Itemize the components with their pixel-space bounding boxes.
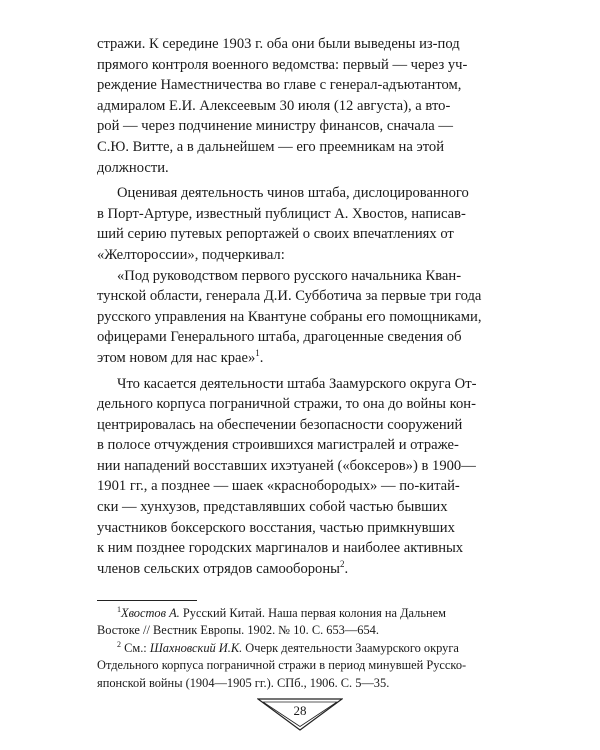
paragraph-1: стражи. К середине 1903 г. оба они были выведены из-под прямого контроля военного ведомства: первый — через уч- реждение Наместничества во главе с генерал-адъютантом, адмиралом Е.И. Алексеевым 30 июля (12 августа), а вто- рой — через подчинение министру финансов, сначала — С.Ю. Витте, а в дальнейшем — его преемникам на этой должности. (97, 36, 468, 176)
footnote-2: $^2$ См.: Шахновский И.К. Очерк деятельности Заамурского округа Отдельного корпуса пограничной стражи в период минувшей Русско- японской войны (1904—1905 гг.). СПб., 1906. С. 5—35. (97, 639, 467, 690)
page-number: 28 (293, 703, 307, 718)
page-number-badge (257, 698, 343, 732)
paragraph-4: Что касается деятельности штаба Заамурского округа От- дельного корпуса пограничной стражи, то она до войны кон- центрировалась на обеспечении безопасности сооружений в полосе отчуждения строившихся магистралей и отраже- нии нападений восставших ихэтуаней («боксеров») в 1900— 1901 гг., а позднее — шаек «краснобородых» — по-китай- ски — хунхузов, представлявших собой частью бывших участников боксерского восстания, частью примкнувших к ним позднее городских маргиналов и наиболее активных членов сельских отрядов самообороны$^2$. (97, 375, 477, 577)
footnote-author: Шахновский И.К. (149, 640, 243, 655)
main-text (97, 34, 500, 579)
footnote-number: 2 (117, 639, 121, 649)
quote-paragraph: «Под руководством первого русского начальника Кван- тунской области, генерала Д.И. Субботича за первые три года русского управления на Квантуне собраны его помощниками, офицерами Генерального штаба, драгоценные сведения об этом новом для нас крае»$^1$. (97, 267, 482, 366)
footnote-ref-2: 2 (339, 558, 345, 569)
end-period: . (259, 349, 264, 366)
footnotes (97, 605, 500, 692)
footnote-separator (97, 600, 197, 601)
footnote-author: Хвостов А. (121, 606, 180, 620)
footnote-1: $^1$Хвостов А. Русский Китай. Наша первая колония на Дальнем Востоке // Вестник Европы. 1902. № 10. С. 653—654. (97, 605, 446, 638)
footnote-ref-1: 1 (255, 347, 260, 358)
footnote-number: 1 (117, 605, 121, 614)
end-period: . (344, 560, 349, 577)
paragraph-2: Оценивая деятельность чинов штаба, дислоцированного в Порт-Артуре, известный публицист А. Хвостов, написав- ший серию путевых репортажей о своих впечатлениях от «Желтороссии», подчеркивал: (97, 185, 469, 263)
